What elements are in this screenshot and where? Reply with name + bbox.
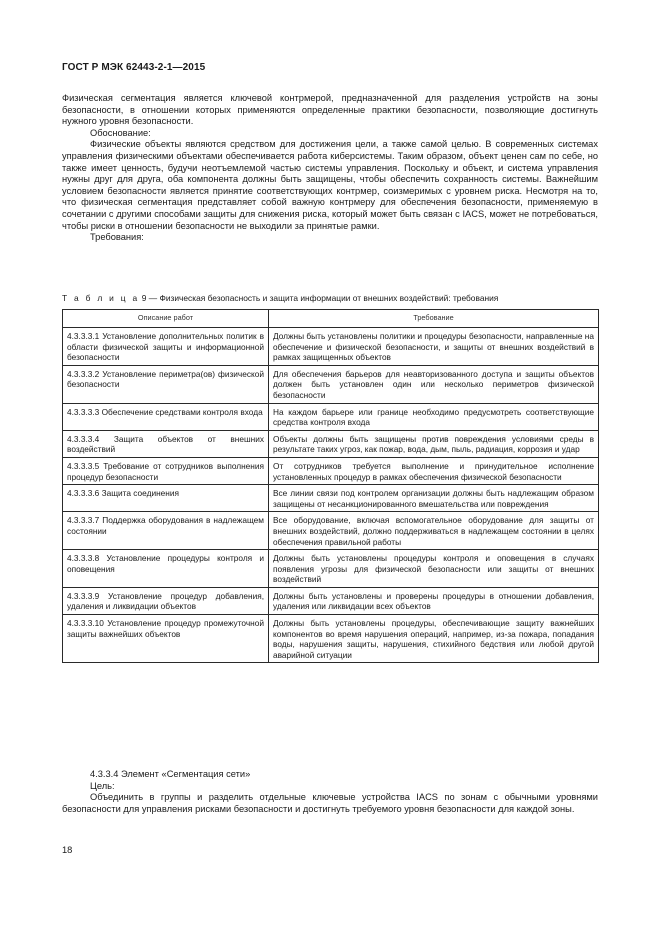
table-row: [63, 403, 599, 430]
row-description: 4.3.3.3.9 Установление процедур добавления, удаления и ликвидации объектов: [63, 587, 269, 614]
justification-paragraph: Физические объекты являются средством для достижения цели, а также самой целью. В современных системах управления физическими объектами обеспечивается работа киберсистемы. Таким образом, объект ценен сам по себе, но также имеет ценность, будучи неотъемлемой частью системы управления. Поскольку и объект, и система управления нужны друг для друга, оба компонента должны быть защищены, чтобы обеспечить сохранность системы. Важнейшим условием безопасности является принятие соответствующих контрмер, соизмеримых с уровнем риска. Несмотря на то, что физическая сегментация представляет собой важную контрмеру для обеспечения безопасности, применяемую в сочетании с другими способами защиты для снижения риска, который может быть связан с IACS, может не потребоваться, чтобы риски в отношении безопасности не выходили за принятые рамки.: [62, 139, 598, 231]
column-header-description: Описание работ: [63, 310, 269, 328]
row-description: 4.3.3.3.10 Установление процедур промежуточной защиты важнейших объектов: [63, 615, 269, 663]
row-requirement: Все оборудование, включая вспомогательное оборудование для защиты от внешних воздействий, должно поддерживаться в надлежащем состоянии в целях обеспечения правильной работы: [269, 512, 599, 550]
requirements-table: [62, 309, 599, 663]
page-number: 18: [62, 845, 73, 855]
table-header-row: [63, 310, 599, 328]
row-requirement: Должны быть установлены и проверены процедуры в отношении добавления, удаления или ликвидации всех объектов: [269, 587, 599, 614]
justification-label: Обоснование:: [90, 127, 151, 138]
row-requirement: От сотрудников требуется выполнение и принудительное исполнение установленных процедур в рамках обеспечения физической безопасности: [269, 457, 599, 484]
row-description: 4.3.3.3.3 Обеспечение средствами контроля входа: [63, 403, 269, 430]
goal-paragraph: Объединить в группы и разделить отдельные ключевые устройства IACS по зонам с обычными уровнями безопасности для управления рисками безопасности и достигнуть требуемого уровня безопасности для каждой зоны.: [62, 792, 598, 814]
row-description: 4.3.3.3.6 Защита соединения: [63, 485, 269, 512]
section-heading: 4.3.3.4 Элемент «Сегментация сети»: [90, 769, 251, 779]
table-row: [63, 550, 599, 588]
table-row: [63, 328, 599, 366]
goal-label: Цель:: [90, 780, 115, 791]
table-caption: [62, 293, 498, 303]
row-requirement: Должны быть установлены процедуры контроля и оповещения в случаях появления угрозы для физической безопасности или защиты от внешних воздействий: [269, 550, 599, 588]
row-description: 4.3.3.3.2 Установление периметра(ов) физической безопасности: [63, 365, 269, 403]
row-description: 4.3.3.3.1 Установление дополнительных политик в области физической защиты и информационной безопасности: [63, 328, 269, 366]
requirements-label: Требования:: [90, 232, 144, 243]
intro-text: [62, 93, 598, 244]
network-segmentation-section: [62, 769, 598, 815]
row-description: 4.3.3.3.5 Требование от сотрудников выполнения процедур безопасности: [63, 457, 269, 484]
row-requirement: Должны быть установлены процедуры, обеспечивающие защиту важнейших компонентов во время нарушения операций, например, из-за пожара, попадания воды, нарушения защиты, нарушения, стихийного бедствия или любой другой аварийной ситуации: [269, 615, 599, 663]
table-row: [63, 485, 599, 512]
row-requirement: Для обеспечения барьеров для неавторизованного доступа и защиты объектов должен быть установлен один или несколько периметров физической безопасности: [269, 365, 599, 403]
intro-paragraph: Физическая сегментация является ключевой контрмерой, предназначенной для разделения устройств на зоны безопасности, в отношении которых применяются определенные практики безопасности, позволяющие достигнуть нужного уровня безопасности.: [62, 93, 598, 127]
table-caption-text: 9 — Физическая безопасность и защита информации от внешних воздействий: требования: [141, 293, 499, 303]
table-row: [63, 365, 599, 403]
row-requirement: Объекты должны быть защищены против повреждения условиями среды в результате таких угроз, как пожар, вода, дым, пыль, радиация, коррозия и удар: [269, 430, 599, 457]
row-requirement: На каждом барьере или границе необходимо предусмотреть соответствующие средства контроля входа: [269, 403, 599, 430]
row-requirement: Должны быть установлены политики и процедуры безопасности, направленные на обеспечение и физической безопасности, и защиты от внешних воздействий в рамках защищенных объектов: [269, 328, 599, 366]
table-row: [63, 512, 599, 550]
table-row: [63, 615, 599, 663]
document-id-header: ГОСТ Р МЭК 62443-2-1—2015: [62, 62, 206, 73]
row-description: 4.3.3.3.7 Поддержка оборудования в надлежащем состоянии: [63, 512, 269, 550]
table-row: [63, 457, 599, 484]
row-description: 4.3.3.3.8 Установление процедуры контроля и оповещения: [63, 550, 269, 588]
table-caption-prefix: Т а б л и ц а: [62, 293, 140, 303]
row-requirement: Все линии связи под контролем организации должны быть надлежащим образом защищены от несанкционированного вмешательства или повреждения: [269, 485, 599, 512]
row-description: 4.3.3.3.4 Защита объектов от внешних воздействий: [63, 430, 269, 457]
column-header-requirement: Требование: [269, 310, 599, 328]
table-row: [63, 587, 599, 614]
table-row: [63, 430, 599, 457]
